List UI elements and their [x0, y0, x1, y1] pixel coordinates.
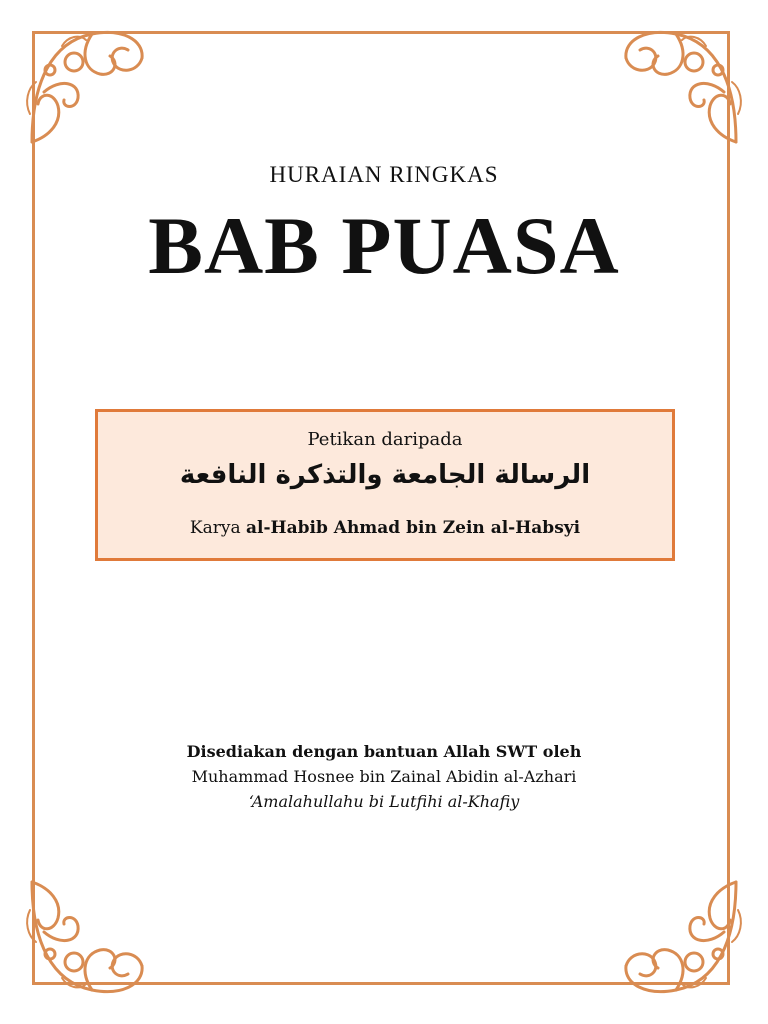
ornament-top-right-icon [616, 22, 746, 152]
excerpt-arabic-title: الرسالة الجامعة والتذكرة النافعة [179, 460, 591, 490]
cover-title: BAB PUASA [148, 200, 620, 291]
author-name: Muhammad Hosnee bin Zainal Abidin al-Azhari [191, 767, 577, 786]
prayer-line: ‘Amalahullahu bi Lutfihi al-Khafiy [248, 792, 520, 811]
prepared-by-line: Disediakan dengan bantuan Allah SWT oleh [186, 742, 582, 761]
cover-subtitle: HURAIAN RINGKAS [269, 162, 499, 187]
excerpt-box [95, 409, 675, 561]
excerpt-intro: Petikan daripada [307, 429, 463, 450]
ornament-top-left-icon [22, 22, 152, 152]
ornament-bottom-right-icon [616, 872, 746, 1002]
excerpt-author-line [98, 518, 672, 538]
excerpt-author-prefix: Karya [189, 518, 246, 538]
ornament-bottom-left-icon [22, 872, 152, 1002]
excerpt-author-name: al-Habib Ahmad bin Zein al-Habsyi [246, 518, 581, 538]
